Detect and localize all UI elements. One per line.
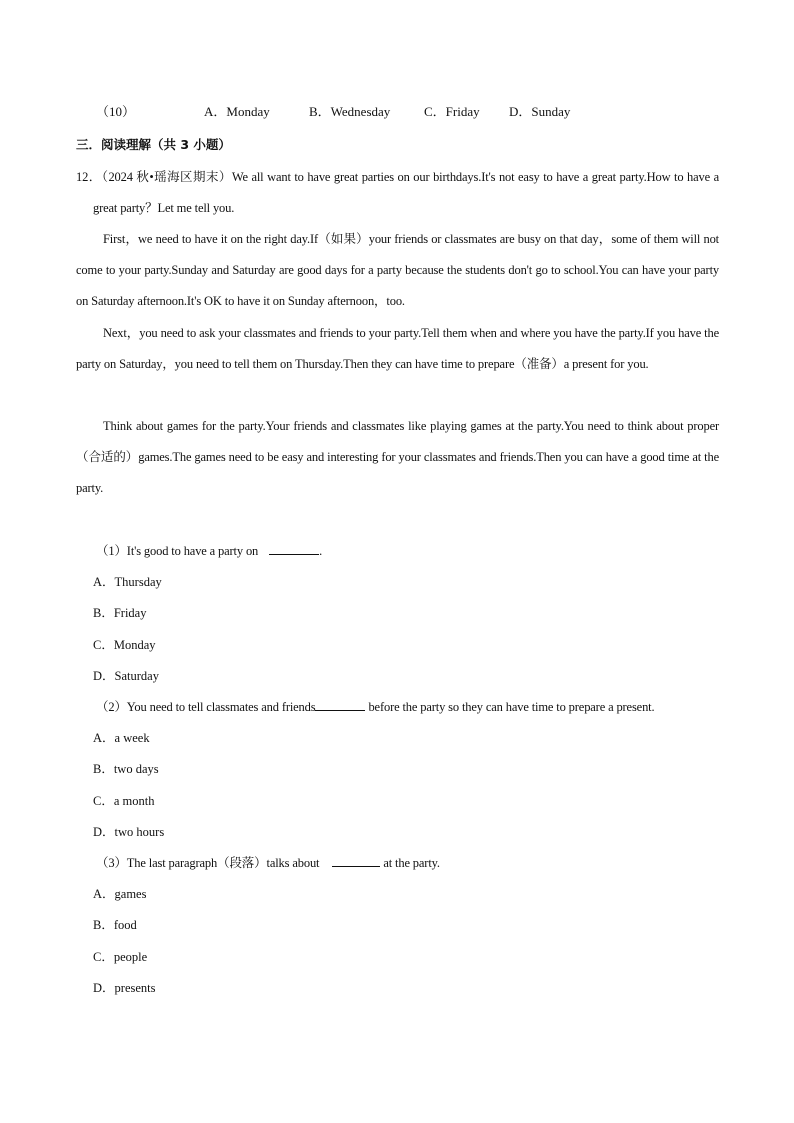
question-1-stem — [96, 542, 322, 560]
question-2-stem — [96, 698, 654, 716]
question-3-stem-before: （3）The last paragraph（段落）talks about — [96, 856, 323, 870]
question-1-stem-after: . — [319, 544, 323, 558]
question-1-blank — [269, 542, 319, 555]
question-1-stem-before: （1）It's good to have a party on — [96, 544, 262, 558]
question-10-row — [96, 103, 571, 121]
passage-intro — [76, 162, 719, 224]
passage-intro-text: We all want to have great parties on our birthdays.It's not easy to have a great party.How to have a great party？Let me tell you. — [93, 170, 720, 215]
passage-source: （2024 秋•瑶海区期末） — [101, 170, 232, 184]
passage-number: 12． — [76, 170, 102, 184]
section-title: 三．阅读理解（共 3 小题） — [76, 137, 231, 152]
question-2-stem-before: （2）You need to tell classmates and friends — [96, 700, 316, 714]
question-3-option-d: D．presents — [93, 981, 156, 995]
question-10-number: （10） — [96, 104, 136, 119]
question-1-option-c: C．Monday — [93, 638, 156, 652]
question-3-option-a: A．games — [93, 887, 147, 901]
passage-paragraph-3: Think about games for the party.Your friends and classmates like playing games at the party.You need to think about proper（合适的）games.The games need to be easy and interesting for your classmates and friends.Then you can have a good time at the party. — [76, 419, 719, 495]
question-10-option-b: B．Wednesday — [309, 104, 391, 119]
question-10-option-a: A．Monday — [204, 104, 270, 119]
question-2-stem-after: before the party so they can have time to prepare a present. — [365, 700, 655, 714]
question-3-option-b: B．food — [93, 918, 137, 932]
passage-paragraph-1: First，we need to have it on the right day.If（如果）your friends or classmates are busy on that day，some of them will not come to your party.Sunday and Saturday are good days for a party because the students don't go to school.You can have your party on Saturday afternoon.It's OK to have it on Sunday afternoon，too. — [76, 232, 719, 308]
question-3-stem — [96, 854, 440, 872]
question-3-blank — [332, 854, 380, 867]
question-2-blank — [315, 698, 365, 711]
question-2-option-b: B．two days — [93, 762, 159, 776]
question-10-option-c: C．Friday — [424, 104, 480, 119]
question-1-option-a: A．Thursday — [93, 575, 162, 589]
question-2-option-c: C．a month — [93, 794, 155, 808]
question-3-option-c: C．people — [93, 950, 148, 964]
question-2-option-d: D．two hours — [93, 825, 165, 839]
question-3-stem-after: at the party. — [380, 856, 440, 870]
question-10-option-d: D．Sunday — [509, 104, 571, 119]
question-1-option-d: D．Saturday — [93, 669, 159, 683]
question-1-option-b: B．Friday — [93, 606, 147, 620]
question-2-option-a: A．a week — [93, 731, 150, 745]
passage-paragraph-2: Next，you need to ask your classmates and friends to your party.Tell them when and where you have the party.If you have the party on Saturday，you need to tell them on Thursday.Then they can have time to prepare（准备）a present for you. — [76, 326, 719, 371]
